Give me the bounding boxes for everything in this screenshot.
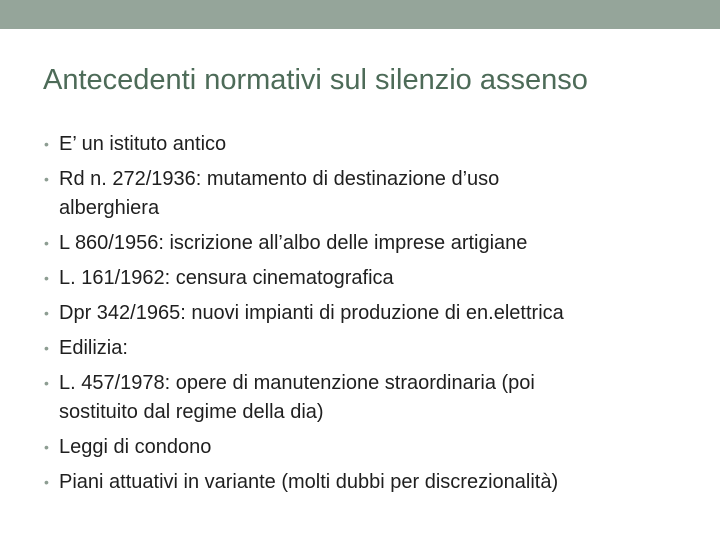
bullet-line: Edilizia:: [59, 337, 128, 359]
bullet-marker: •: [44, 474, 49, 490]
bullet-item: [44, 466, 694, 498]
bullet-marker: •: [44, 305, 49, 321]
bullet-marker: •: [44, 171, 49, 187]
bullet-text: [59, 297, 694, 329]
bullet-line: alberghiera: [59, 197, 160, 219]
bullet-marker: •: [44, 439, 49, 455]
bullet-marker: •: [44, 136, 49, 152]
bullet-text: [59, 466, 694, 498]
bullet-item: [44, 297, 694, 329]
bullet-marker: •: [44, 270, 49, 286]
bullet-text: [59, 128, 694, 160]
bullet-item: [44, 332, 694, 364]
bullet-list: [44, 128, 694, 501]
bullet-line: Leggi di condono: [59, 436, 212, 458]
bullet-item: [44, 128, 694, 160]
bullet-item: [44, 431, 694, 463]
bullet-text: [59, 367, 694, 428]
bullet-line: L. 161/1962: censura cinematografica: [59, 267, 394, 289]
slide-title: Antecedenti normativi sul silenzio assenso: [43, 64, 588, 96]
bullet-text: [59, 431, 694, 463]
bullet-marker: •: [44, 375, 49, 391]
top-accent-bar: [0, 0, 720, 29]
bullet-line: L 860/1956: iscrizione all’albo delle imprese artigiane: [59, 232, 528, 254]
bullet-item: [44, 227, 694, 259]
bullet-text: [59, 227, 694, 259]
bullet-marker: •: [44, 235, 49, 251]
bullet-item: [44, 367, 694, 428]
bullet-text: [59, 332, 694, 364]
bullet-line: sostituito dal regime della dia): [59, 401, 324, 423]
bullet-text: [59, 262, 694, 294]
bullet-line: Dpr 342/1965: nuovi impianti di produzione di en.elettrica: [59, 302, 564, 324]
bullet-item: [44, 262, 694, 294]
bullet-text: [59, 163, 694, 224]
bullet-line: E’ un istituto antico: [59, 133, 227, 155]
bullet-line: Piani attuativi in variante (molti dubbi per discrezionalità): [59, 471, 559, 493]
bullet-marker: •: [44, 340, 49, 356]
bullet-item: [44, 163, 694, 224]
bullet-line: Rd n. 272/1936: mutamento di destinazione d’uso: [59, 168, 500, 190]
bullet-line: L. 457/1978: opere di manutenzione straordinaria (poi: [59, 372, 535, 394]
